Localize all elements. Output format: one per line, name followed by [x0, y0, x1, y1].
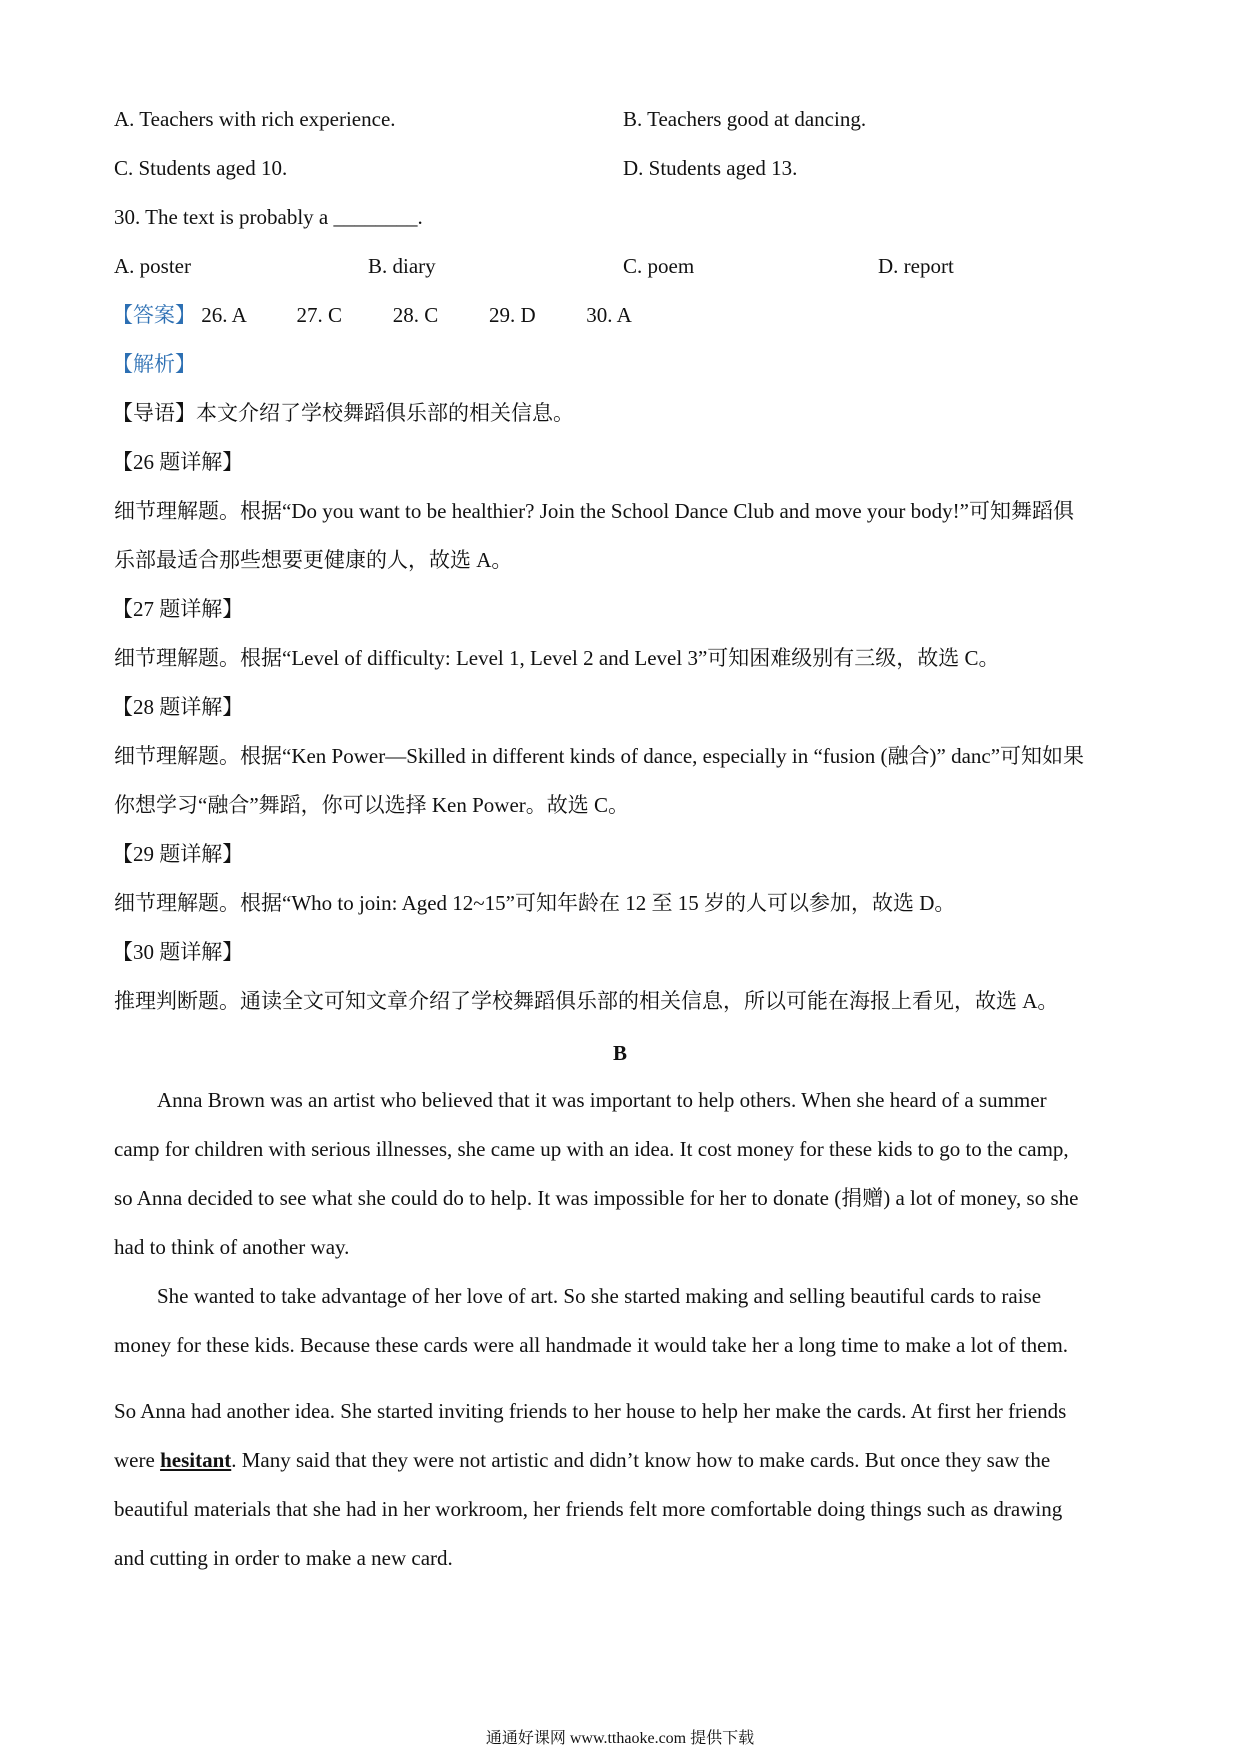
question-30: 30. The text is probably a ________.: [114, 205, 423, 229]
intro-line: [112, 398, 574, 428]
intro-text: 本文介绍了学校舞蹈俱乐部的相关信息。: [196, 401, 574, 425]
passage-p2-line2: money for these kids. Because these cards were all handmade it would take her a long time to make a lot of them.: [114, 1333, 1069, 1357]
passage-p1-line2: camp for children with serious illnesses, she came up with an idea. It cost money for these kids to go to the camp,: [114, 1137, 1069, 1161]
option-29c: C. Students aged 10.: [114, 156, 288, 180]
underlined-word-hesitant: hesitant: [160, 1448, 232, 1472]
passage-p3-line2-pre: were: [114, 1448, 161, 1472]
passage-p1-line1: Anna Brown was an artist who believed that it was important to help others. When she heard of a summer: [157, 1088, 1047, 1112]
detail-heading-28: 【28 题详解】: [112, 695, 244, 719]
option-30a: A. poster: [114, 254, 191, 278]
detail-text-30-line1: 推理判断题。通读全文可知文章介绍了学校舞蹈俱乐部的相关信息，所以可能在海报上看见，故选 A。: [114, 989, 1059, 1013]
detail-text-26-line2: 乐部最适合那些想要更健康的人，故选 A。: [114, 548, 513, 572]
detail-text-26-line1: 细节理解题。根据“Do you want to be healthier? Join the School Dance Club and move your body!”可知舞蹈俱: [114, 499, 1074, 523]
page-footer: 通通好课网 www.tthaoke.com 提供下载: [485, 1730, 755, 1747]
detail-heading-30: 【30 题详解】: [112, 940, 244, 964]
detail-text-27-line1: 细节理解题。根据“Level of difficulty: Level 1, Level 2 and Level 3”可知困难级别有三级，故选 C。: [114, 646, 1000, 670]
answer-item: 30. A: [586, 303, 632, 327]
answer-item: 29. D: [489, 303, 536, 327]
detail-text-28-line2: 你想学习“融合”舞蹈，你可以选择 Ken Power。故选 C。: [114, 793, 630, 817]
passage-p1-line4: had to think of another way.: [114, 1235, 350, 1259]
section-b-title: B: [612, 1041, 627, 1065]
answer-label: 【答案】: [112, 303, 196, 327]
intro-label: 【导语】: [112, 401, 196, 425]
detail-text-28-line1: 细节理解题。根据“Ken Power—Skilled in different kinds of dance, especially in “fusion (融合)” danc”可知如果: [114, 744, 1085, 768]
option-30c: C. poem: [623, 254, 695, 278]
answer-item: 26. A: [201, 303, 247, 327]
answer-item: 27. C: [296, 303, 343, 327]
detail-heading-26: 【26 题详解】: [112, 450, 244, 474]
passage-p3-line2: [114, 1445, 1050, 1475]
detail-heading-29: 【29 题详解】: [112, 842, 244, 866]
passage-p2-line1: She wanted to take advantage of her love of art. So she started making and selling beautiful cards to raise: [157, 1284, 1042, 1308]
answer-item: 28. C: [392, 303, 439, 327]
passage-p3-line2-post: . Many said that they were not artistic and didn’t know how to make cards. But once they saw the: [231, 1448, 1051, 1472]
option-29d: D. Students aged 13.: [623, 156, 798, 180]
detail-text-29-line1: 细节理解题。根据“Who to join: Aged 12~15”可知年龄在 12 至 15 岁的人可以参加，故选 D。: [114, 891, 956, 915]
option-29a: A. Teachers with rich experience.: [114, 107, 396, 131]
option-29b: B. Teachers good at dancing.: [623, 107, 867, 131]
passage-p1-line3: so Anna decided to see what she could do to help. It was impossible for her to donate (捐赠) a lot of money, so she: [114, 1186, 1079, 1210]
detail-heading-27: 【27 题详解】: [112, 597, 244, 621]
option-30d: D. report: [878, 254, 954, 278]
passage-p3-line1: So Anna had another idea. She started inviting friends to her house to help her make the cards. At first her friends: [114, 1399, 1067, 1423]
passage-p3-line3: beautiful materials that she had in her workroom, her friends felt more comfortable doing things such as drawing: [114, 1497, 1063, 1521]
analysis-label: 【解析】: [112, 352, 196, 376]
passage-p3-line4: and cutting in order to make a new card.: [114, 1546, 453, 1570]
answer-line: [112, 300, 632, 330]
option-30b: B. diary: [368, 254, 436, 278]
